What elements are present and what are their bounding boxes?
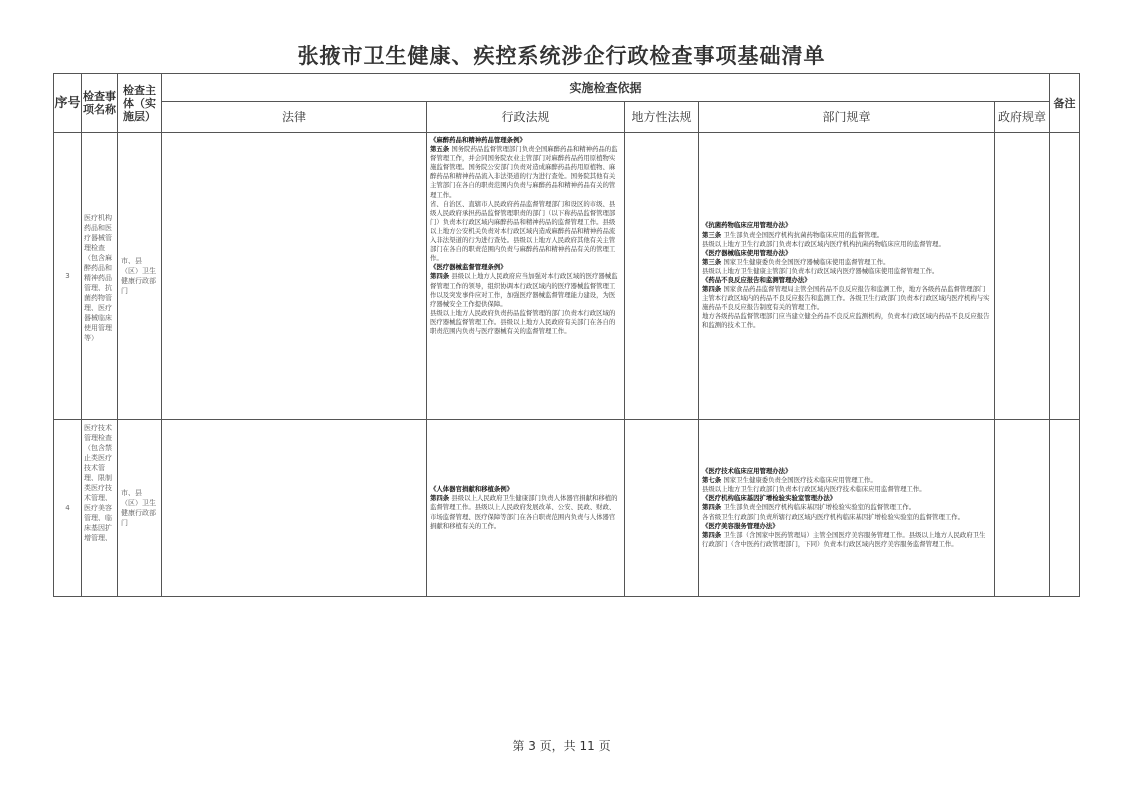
regulation-paragraph (430, 494, 621, 530)
article-number: 第四条 (702, 285, 724, 294)
article-text: 卫生部负责全国医疗机构抗菌药物临床应用的监督管理。 (723, 230, 884, 239)
regulation-title: 《抗菌药物临床应用管理办法》 (702, 221, 792, 230)
article-number: 第三条 (702, 230, 724, 239)
row-remark (1050, 420, 1080, 597)
row-subject: 市、县（区）卫生健康行政部门 (118, 133, 162, 420)
article-text: 卫生部（含国家中医药管理局）主管全国医疗美容服务管理工作。县级以上地方人民政府卫生行政部门（含中医药行政管理部门，下同）负责本行政区域内医疗美容服务监督管理工作。 (702, 530, 986, 548)
article-number: 第五条 (430, 145, 452, 154)
regulation-paragraph (702, 240, 991, 249)
table-row (54, 133, 1080, 420)
regulation-paragraph (702, 503, 991, 512)
page-footer: 第 3 页，共 11 页 (512, 739, 611, 753)
regulation-paragraph (430, 309, 621, 336)
regulation-title: 《医疗美容服务管理办法》 (702, 521, 779, 530)
row-item: 医疗机构药品和医疗器械管理检查（包含麻醉药品和精神药品管理、抗菌药物管理、医疗器械临床使用管理等） (82, 133, 118, 420)
row-admin-reg (427, 133, 625, 420)
article-text: 国务院药品监督管理部门负责全国麻醉药品和精神药品的监督管理工作，并会同国务院农业主管部门对麻醉药品药用原植物实施监督管理。国务院公安部门负责对造成麻醉药品药用原植物、麻醉药品和精神药品流入非法渠道的行为进行查处。国务院其他有关主管部门在各自的职责范围内负责与麻醉药品和精神药品有关的管理工作。 (430, 145, 618, 199)
article-text: 各省级卫生行政部门负责所辖行政区域内医疗机构临床基因扩增检验实验室的监督管理工作。 (702, 512, 965, 521)
article-text: 县级以上地方卫生健康主管部门负责本行政区域内医疗器械临床使用监督管理工作。 (702, 266, 939, 275)
regulation-paragraph (702, 485, 991, 494)
header-local-reg: 地方性法规 (625, 102, 699, 133)
regulation-title: 《麻醉药品和精神药品管理条例》 (430, 136, 526, 144)
regulation-paragraph (702, 312, 991, 330)
document-title: 张掖市卫生健康、疾控系统涉企行政检查事项基础清单 (297, 43, 826, 68)
article-text: 国家食品药品监督管理局主管全国药品不良反应报告和监测工作，地方各级药品监督管理部门主管本行政区域内的药品不良反应报告和监测工作。各级卫生行政部门负责本行政区域内医疗机构与实施药品不良反应报告制度有关的管理工作。 (702, 285, 990, 312)
header-remark: 备注 (1050, 74, 1080, 133)
article-number: 第三条 (702, 257, 724, 266)
inspection-table (53, 73, 1080, 597)
row-seq: 3 (54, 133, 82, 420)
row-item-text: 医疗技术管理检查（包含禁止类医疗技术管理、限制类医疗技术管理、医疗美容管理、临床基因扩增管理、 (84, 424, 112, 542)
row-subject: 市、县（区）卫生健康行政部门 (118, 420, 162, 597)
row-item (82, 420, 118, 597)
article-text: 县级以上地方卫生行政部门负责本行政区域内医疗技术临床应用监督管理工作。 (702, 485, 926, 494)
regulation-title: 《药品不良反应报告和监测管理办法》 (702, 276, 811, 284)
regulation-paragraph (702, 231, 991, 240)
row-remark (1050, 133, 1080, 420)
article-number: 第四条 (430, 272, 452, 281)
row-gov-rule (995, 133, 1050, 420)
header-basis: 实施检查依据 (162, 74, 1050, 102)
article-text: 卫生部负责全国医疗机构临床基因扩增检验实验室的监督管理工作。 (723, 503, 916, 512)
row-local-reg (625, 420, 699, 597)
article-number: 第七条 (702, 476, 724, 485)
regulation-paragraph (702, 285, 991, 312)
article-text: 地方各级药品监督管理部门应当建立健全药品不良反应监测机构，负责本行政区域内药品不良反应报告和监测的技术工作。 (702, 312, 990, 330)
article-number: 第四条 (702, 503, 724, 512)
regulation-title: 《医疗机构临床基因扩增检验实验室管理办法》 (702, 494, 837, 503)
row-seq: 4 (54, 420, 82, 597)
header-seq: 序号 (54, 74, 82, 133)
article-number: 第四条 (702, 530, 724, 539)
regulation-paragraph (702, 531, 991, 549)
row-dept-rule (699, 133, 995, 420)
article-text: 国家卫生健康委负责全国医疗技术临床应用管理工作。 (723, 476, 877, 485)
regulation-paragraph (430, 145, 621, 200)
header-subject: 检查主体（实施层） (118, 74, 162, 133)
article-text: 县级以上地方人民政府应当加强对本行政区域的医疗器械监督管理工作的领导，组织协调本行政区域内的医疗器械监督管理工作以及突发事件应对工作，加强医疗器械监督管理能力建设，为医疗器械安全工作提供保障。 (430, 272, 618, 308)
article-text: 县级以上人民政府卫生健康部门负责人体器官捐献和移植的监督管理工作。县级以上人民政府发展改革、公安、民政、财政、市场监督管理、医疗保障等部门在各自职责范围内负责与人体器官捐献和移植有关的工作。 (430, 494, 618, 530)
row-gov-rule (995, 420, 1050, 597)
article-text: 国家卫生健康委负责全国医疗器械临床使用监督管理工作。 (723, 257, 890, 266)
header-admin-reg: 行政法规 (427, 102, 625, 133)
row-admin-reg (427, 420, 625, 597)
header-law: 法律 (162, 102, 427, 133)
regulation-title: 《医疗器械监督管理条例》 (430, 263, 507, 272)
article-text: 县级以上地方卫生行政部门负责本行政区域内医疗机构抗菌药物临床应用的监督管理。 (702, 239, 945, 248)
header-dept-rule: 部门规章 (699, 102, 995, 133)
row-dept-rule (699, 420, 995, 597)
table-row (54, 420, 1080, 597)
regulation-paragraph (702, 513, 991, 522)
regulation-paragraph (430, 200, 621, 264)
row-local-reg (625, 133, 699, 420)
regulation-paragraph (702, 267, 991, 276)
header-gov-rule: 政府规章 (995, 102, 1050, 133)
regulation-paragraph (430, 272, 621, 308)
regulation-title: 《医疗技术临床应用管理办法》 (702, 467, 792, 476)
regulation-paragraph (702, 476, 991, 485)
row-law (162, 133, 427, 420)
header-item: 检查事项名称 (82, 74, 118, 133)
article-text: 县级以上地方人民政府负责药品监督管理的部门负责本行政区域的医疗器械监督管理工作。县级以上地方人民政府有关部门在各自的职责范围内负责与医疗器械有关的监督管理工作。 (430, 308, 616, 335)
regulation-paragraph (702, 258, 991, 267)
article-text: 省、自治区、直辖市人民政府药品监督管理部门和设区的市级、县级人民政府承担药品监督管理职责的部门（以下称药品监督管理部门）负责本行政区域内麻醉药品和精神药品的监督管理工作。县级以上地方公安机关负责对本行政区域内造成麻醉药品和精神药品流入非法渠道的行为进行查处。县级以上地方人民政府其他有关主管部门在各自的职责范围内负责与麻醉药品和精神药品有关的管理工作。 (430, 199, 616, 263)
article-number: 第四条 (430, 494, 452, 503)
regulation-title: 《医疗器械临床使用管理办法》 (702, 248, 792, 257)
row-law (162, 420, 427, 597)
regulation-title: 《人体器官捐献和移植条例》 (430, 485, 514, 494)
